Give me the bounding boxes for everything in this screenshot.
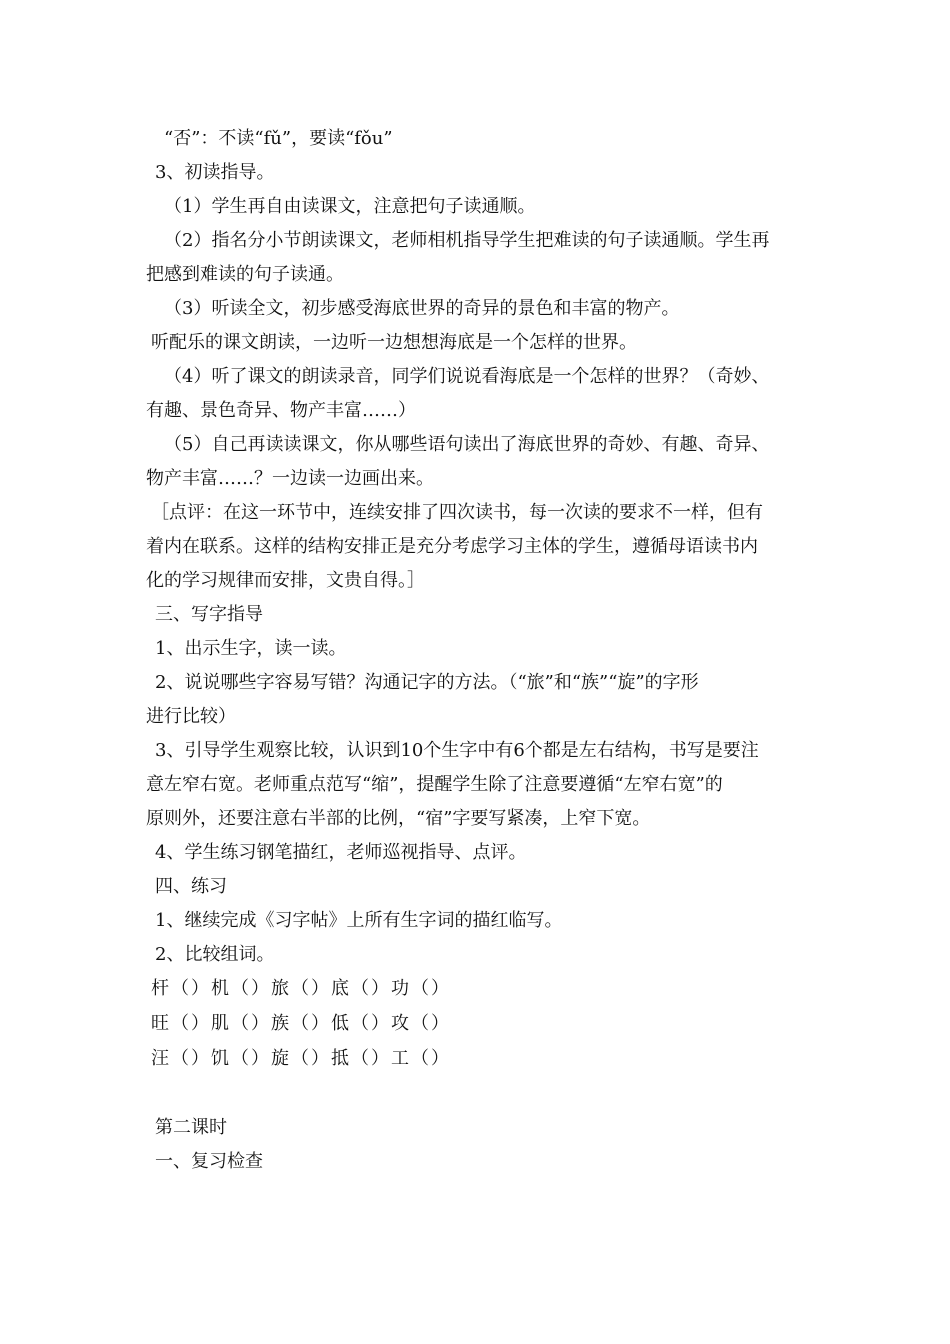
text-line: 2、说说哪些字容易写错？沟通记字的方法。（“旅”和“族”“旋”的字形: [155, 672, 699, 693]
blank-line: [146, 1077, 806, 1111]
text-line: （1）学生再自由读课文，注意把句子读通顺。: [164, 196, 536, 217]
text-line: 把感到难读的句子读通。: [146, 264, 344, 285]
text-line: 1、继续完成《习字帖》上所有生字词的描红临写。: [155, 910, 563, 931]
text-line: 物产丰富……？一边读一边画出来。: [146, 468, 434, 489]
document-page: [146, 122, 806, 1179]
text-line: 意左窄右宽。老师重点范写“缩”，提醒学生除了注意要遵循“左窄右宽”的: [146, 774, 723, 795]
section-heading: 一、复习检查: [155, 1151, 263, 1172]
text-line: （4）听了课文的朗读录音，同学们说说看海底是一个怎样的世界？（奇妙、: [164, 366, 770, 387]
text-line: 3、初读指导。: [155, 162, 275, 183]
comment-line: 着内在联系。这样的结构安排正是充分考虑学习主体的学生，遵循母语读书内: [146, 536, 758, 557]
section-heading: 四、练习: [155, 876, 227, 897]
text-line: “否”：不读“fǔ”，要读“fǒu”: [164, 128, 393, 149]
lesson-title: 第二课时: [155, 1117, 227, 1138]
text-line: 听配乐的课文朗读，一边听一边想想海底是一个怎样的世界。: [151, 332, 637, 353]
text-line: 1、出示生字，读一读。: [155, 638, 347, 659]
text-line: （2）指名分小节朗读课文，老师相机指导学生把难读的句子读通顺。学生再: [164, 230, 770, 251]
section-heading: 三、写字指导: [155, 604, 263, 625]
text-line: 原则外，还要注意右半部的比例，“宿”字要写紧凑，上窄下宽。: [146, 808, 651, 829]
text-line: 4、学生练习钢笔描红，老师巡视指导、点评。: [155, 842, 527, 863]
compare-words-row: 旺（）肌（）族（）低（）攻（）: [151, 1013, 451, 1034]
text-line: （5）自己再读读课文，你从哪些语句读出了海底世界的奇妙、有趣、奇异、: [164, 434, 770, 455]
compare-words-row: 杆（）机（）旅（）底（）功（）: [151, 978, 451, 999]
text-line: 有趣、景色奇异、物产丰富……）: [146, 400, 416, 421]
text-line: 2、比较组词。: [155, 944, 275, 965]
comment-line: 化的学习规律而安排，文贵自得。］: [146, 570, 425, 591]
comment-line: ［点评：在这一环节中，连续安排了四次读书，每一次读的要求不一样，但有: [151, 502, 763, 523]
text-line: （3）听读全文，初步感受海底世界的奇异的景色和丰富的物产。: [164, 298, 680, 319]
text-line: 3、引导学生观察比较，认识到10个生字中有6个都是左右结构，书写是要注: [155, 740, 759, 761]
compare-words-row: 汪（）饥（）旋（）抵（）工（）: [151, 1048, 451, 1069]
text-line: 进行比较）: [146, 706, 236, 727]
